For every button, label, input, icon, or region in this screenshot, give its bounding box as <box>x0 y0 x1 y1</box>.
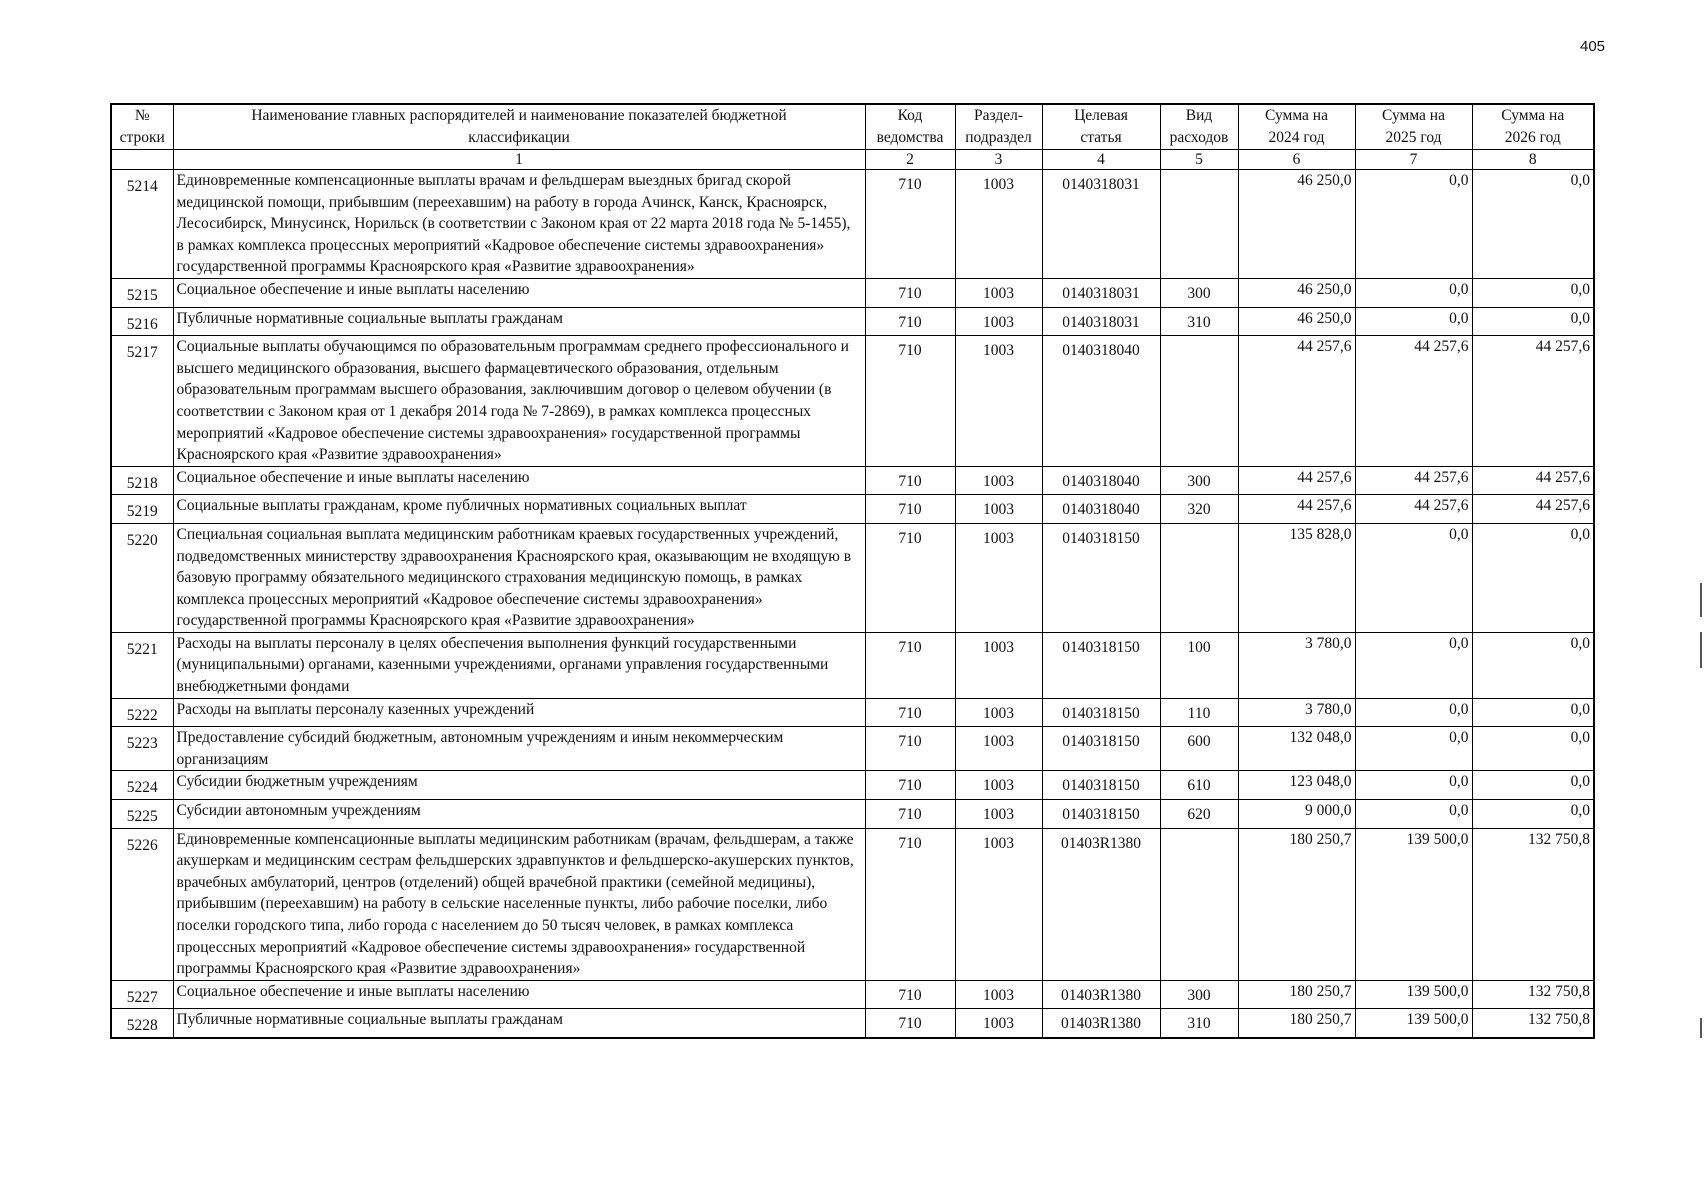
expense-kind-cell: 620 <box>1160 800 1238 829</box>
column-index: 2 <box>865 150 955 170</box>
expense-kind-cell: 310 <box>1160 1009 1238 1038</box>
sum-2026-cell: 44 257,6 <box>1472 336 1594 467</box>
table-row <box>111 980 1594 1009</box>
sum-2026-cell: 0,0 <box>1472 278 1594 307</box>
dept-code-cell: 710 <box>865 980 955 1009</box>
target-article-cell: 0140318040 <box>1042 466 1160 495</box>
table-header-row <box>111 104 1594 150</box>
target-article-cell: 01403R1380 <box>1042 980 1160 1009</box>
column-index-blank <box>111 150 173 170</box>
expense-kind-cell: 610 <box>1160 771 1238 800</box>
header-target-article: Целевая статья <box>1042 104 1160 150</box>
scan-margin-mark <box>1700 632 1702 668</box>
header-row-number: № строки <box>111 104 173 150</box>
table-row <box>111 632 1594 698</box>
target-article-cell: 0140318150 <box>1042 698 1160 727</box>
section-cell: 1003 <box>955 307 1042 336</box>
row-number-cell: 5223 <box>111 727 173 771</box>
row-name-cell: Единовременные компенсационные выплаты медицинским работникам (врачам, фельдшерам, а также акушеркам и медицинским сестрам фельдшерских здравпунктов и фельдшерско-акушерских пунктов, врачебных амбулаторий, центров (отделений) общей врачебной практики (семейной медицины), прибывшим (переехавшим) на работу в сельские населенные пункты, либо рабочие поселки, либо поселки городского типа, либо города с населением до 50 тысяч человек, в рамках комплекса процессных мероприятий «Кадровое обеспечение системы здравоохранения» государственной программы Красноярского края «Развитие здравоохранения» <box>173 828 865 980</box>
table-row <box>111 278 1594 307</box>
dept-code-cell: 710 <box>865 336 955 467</box>
target-article-cell: 01403R1380 <box>1042 1009 1160 1038</box>
sum-2025-cell: 0,0 <box>1355 632 1472 698</box>
header-expense-kind: Вид расходов <box>1160 104 1238 150</box>
sum-2025-cell: 0,0 <box>1355 727 1472 771</box>
scan-margin-mark <box>1700 583 1702 617</box>
dept-code-cell: 710 <box>865 800 955 829</box>
target-article-cell: 0140318040 <box>1042 336 1160 467</box>
sum-2024-cell: 132 048,0 <box>1238 727 1355 771</box>
column-index-row <box>111 150 1594 170</box>
sum-2026-cell: 44 257,6 <box>1472 495 1594 524</box>
expense-kind-cell: 310 <box>1160 307 1238 336</box>
expense-kind-cell: 300 <box>1160 980 1238 1009</box>
sum-2026-cell: 0,0 <box>1472 632 1594 698</box>
section-cell: 1003 <box>955 632 1042 698</box>
section-cell: 1003 <box>955 828 1042 980</box>
sum-2025-cell: 139 500,0 <box>1355 980 1472 1009</box>
dept-code-cell: 710 <box>865 1009 955 1038</box>
section-cell: 1003 <box>955 771 1042 800</box>
sum-2026-cell: 0,0 <box>1472 170 1594 279</box>
sum-2025-cell: 44 257,6 <box>1355 495 1472 524</box>
row-number-cell: 5227 <box>111 980 173 1009</box>
sum-2026-cell: 0,0 <box>1472 523 1594 632</box>
expense-kind-cell <box>1160 170 1238 279</box>
row-number-cell: 5228 <box>111 1009 173 1038</box>
sum-2025-cell: 0,0 <box>1355 698 1472 727</box>
section-cell: 1003 <box>955 800 1042 829</box>
sum-2026-cell: 0,0 <box>1472 800 1594 829</box>
column-index: 3 <box>955 150 1042 170</box>
header-sum-2024: Сумма на 2024 год <box>1238 104 1355 150</box>
row-name-cell: Предоставление субсидий бюджетным, автономным учреждениям и иным некоммерческим организациям <box>173 727 865 771</box>
row-number-cell: 5215 <box>111 278 173 307</box>
sum-2026-cell: 132 750,8 <box>1472 980 1594 1009</box>
expense-kind-cell: 600 <box>1160 727 1238 771</box>
sum-2025-cell: 44 257,6 <box>1355 336 1472 467</box>
dept-code-cell: 710 <box>865 632 955 698</box>
expense-kind-cell: 300 <box>1160 466 1238 495</box>
sum-2026-cell: 0,0 <box>1472 698 1594 727</box>
section-cell: 1003 <box>955 278 1042 307</box>
dept-code-cell: 710 <box>865 466 955 495</box>
expense-kind-cell: 100 <box>1160 632 1238 698</box>
expense-kind-cell: 110 <box>1160 698 1238 727</box>
scan-margin-mark <box>1700 1018 1702 1038</box>
section-cell: 1003 <box>955 466 1042 495</box>
row-number-cell: 5216 <box>111 307 173 336</box>
table-body <box>111 170 1594 1038</box>
expense-kind-cell <box>1160 828 1238 980</box>
row-name-cell: Публичные нормативные социальные выплаты гражданам <box>173 307 865 336</box>
dept-code-cell: 710 <box>865 170 955 279</box>
sum-2026-cell: 0,0 <box>1472 771 1594 800</box>
sum-2024-cell: 44 257,6 <box>1238 466 1355 495</box>
row-name-cell: Субсидии автономным учреждениям <box>173 800 865 829</box>
sum-2024-cell: 46 250,0 <box>1238 278 1355 307</box>
table-row <box>111 170 1594 279</box>
header-name: Наименование главных распорядителей и наименование показателей бюджетной классификации <box>173 104 865 150</box>
row-name-cell: Расходы на выплаты персоналу казенных учреждений <box>173 698 865 727</box>
target-article-cell: 0140318031 <box>1042 278 1160 307</box>
sum-2026-cell: 132 750,8 <box>1472 1009 1594 1038</box>
budget-table <box>110 103 1595 1039</box>
row-name-cell: Расходы на выплаты персоналу в целях обеспечения выполнения функций государственными (муниципальными) органами, казенными учреждениями, органами управления государственными внебюджетными фондами <box>173 632 865 698</box>
row-name-cell: Публичные нормативные социальные выплаты гражданам <box>173 1009 865 1038</box>
dept-code-cell: 710 <box>865 771 955 800</box>
expense-kind-cell <box>1160 336 1238 467</box>
row-number-cell: 5217 <box>111 336 173 467</box>
column-index: 7 <box>1355 150 1472 170</box>
table-row <box>111 800 1594 829</box>
sum-2024-cell: 3 780,0 <box>1238 632 1355 698</box>
row-number-cell: 5226 <box>111 828 173 980</box>
sum-2024-cell: 46 250,0 <box>1238 170 1355 279</box>
sum-2024-cell: 44 257,6 <box>1238 336 1355 467</box>
column-index: 1 <box>173 150 865 170</box>
dept-code-cell: 710 <box>865 495 955 524</box>
table-row <box>111 1009 1594 1038</box>
header-sum-2025: Сумма на 2025 год <box>1355 104 1472 150</box>
sum-2026-cell: 44 257,6 <box>1472 466 1594 495</box>
sum-2024-cell: 46 250,0 <box>1238 307 1355 336</box>
dept-code-cell: 710 <box>865 307 955 336</box>
row-number-cell: 5219 <box>111 495 173 524</box>
header-section: Раздел- подраздел <box>955 104 1042 150</box>
sum-2025-cell: 0,0 <box>1355 278 1472 307</box>
sum-2024-cell: 123 048,0 <box>1238 771 1355 800</box>
page-number: 405 <box>1580 38 1606 55</box>
row-name-cell: Субсидии бюджетным учреждениям <box>173 771 865 800</box>
row-name-cell: Социальное обеспечение и иные выплаты населению <box>173 980 865 1009</box>
sum-2024-cell: 135 828,0 <box>1238 523 1355 632</box>
table-row <box>111 698 1594 727</box>
column-index: 5 <box>1160 150 1238 170</box>
table-row <box>111 336 1594 467</box>
row-number-cell: 5214 <box>111 170 173 279</box>
sum-2025-cell: 139 500,0 <box>1355 1009 1472 1038</box>
row-number-cell: 5221 <box>111 632 173 698</box>
section-cell: 1003 <box>955 980 1042 1009</box>
section-cell: 1003 <box>955 523 1042 632</box>
target-article-cell: 0140318150 <box>1042 632 1160 698</box>
sum-2024-cell: 180 250,7 <box>1238 1009 1355 1038</box>
expense-kind-cell: 300 <box>1160 278 1238 307</box>
header-sum-2026: Сумма на 2026 год <box>1472 104 1594 150</box>
section-cell: 1003 <box>955 170 1042 279</box>
sum-2024-cell: 44 257,6 <box>1238 495 1355 524</box>
column-index: 4 <box>1042 150 1160 170</box>
row-number-cell: 5225 <box>111 800 173 829</box>
sum-2025-cell: 0,0 <box>1355 771 1472 800</box>
row-name-cell: Социальное обеспечение и иные выплаты населению <box>173 278 865 307</box>
table-row <box>111 466 1594 495</box>
target-article-cell: 0140318150 <box>1042 727 1160 771</box>
section-cell: 1003 <box>955 1009 1042 1038</box>
target-article-cell: 0140318040 <box>1042 495 1160 524</box>
dept-code-cell: 710 <box>865 698 955 727</box>
row-name-cell: Специальная социальная выплата медицинским работникам краевых государственных учреждений, подведомственных министерству здравоохранения Красноярского края, оказывающим не входящую в базовую программу обязательного медицинского страхования медицинскую помощь, в рамках комплекса процессных мероприятий «Кадровое обеспечение системы здравоохранения» государственной программы Красноярского края «Развитие здравоохранения» <box>173 523 865 632</box>
sum-2024-cell: 9 000,0 <box>1238 800 1355 829</box>
sum-2026-cell: 132 750,8 <box>1472 828 1594 980</box>
table-row <box>111 495 1594 524</box>
column-index: 8 <box>1472 150 1594 170</box>
dept-code-cell: 710 <box>865 278 955 307</box>
table-row <box>111 828 1594 980</box>
sum-2025-cell: 0,0 <box>1355 800 1472 829</box>
row-number-cell: 5218 <box>111 466 173 495</box>
table-row <box>111 727 1594 771</box>
section-cell: 1003 <box>955 495 1042 524</box>
target-article-cell: 0140318031 <box>1042 170 1160 279</box>
sum-2025-cell: 139 500,0 <box>1355 828 1472 980</box>
table-row <box>111 523 1594 632</box>
sum-2024-cell: 180 250,7 <box>1238 828 1355 980</box>
sum-2024-cell: 3 780,0 <box>1238 698 1355 727</box>
table-row <box>111 771 1594 800</box>
row-name-cell: Социальное обеспечение и иные выплаты населению <box>173 466 865 495</box>
dept-code-cell: 710 <box>865 727 955 771</box>
target-article-cell: 01403R1380 <box>1042 828 1160 980</box>
sum-2026-cell: 0,0 <box>1472 727 1594 771</box>
expense-kind-cell: 320 <box>1160 495 1238 524</box>
section-cell: 1003 <box>955 727 1042 771</box>
column-index: 6 <box>1238 150 1355 170</box>
target-article-cell: 0140318031 <box>1042 307 1160 336</box>
sum-2025-cell: 0,0 <box>1355 523 1472 632</box>
row-number-cell: 5224 <box>111 771 173 800</box>
section-cell: 1003 <box>955 336 1042 467</box>
sum-2024-cell: 180 250,7 <box>1238 980 1355 1009</box>
target-article-cell: 0140318150 <box>1042 523 1160 632</box>
sum-2025-cell: 0,0 <box>1355 307 1472 336</box>
dept-code-cell: 710 <box>865 828 955 980</box>
row-name-cell: Единовременные компенсационные выплаты врачам и фельдшерам выездных бригад скорой медицинской помощи, прибывшим (переехавшим) на работу в города Ачинск, Канск, Красноярск, Лесосибирск, Минусинск, Норильск (в соответствии с Законом края от 22 марта 2018 года № 5-1455), в рамках комплекса процессных мероприятий «Кадровое обеспечение системы здравоохранения» государственной программы Красноярского края «Развитие здравоохранения» <box>173 170 865 279</box>
expense-kind-cell <box>1160 523 1238 632</box>
table-row <box>111 307 1594 336</box>
row-name-cell: Социальные выплаты обучающимся по образовательным программам среднего профессионального и высшего медицинского образования, высшего фармацевтического образования, отдельным образовательным программам высшего образования, заключившим договор о целевом обучении (в соответствии с Законом края от 1 декабря 2014 года № 7-2869), в рамках комплекса процессных мероприятий «Кадровое обеспечение системы здравоохранения» государственной программы Красноярского края «Развитие здравоохранения» <box>173 336 865 467</box>
section-cell: 1003 <box>955 698 1042 727</box>
sum-2025-cell: 0,0 <box>1355 170 1472 279</box>
sum-2026-cell: 0,0 <box>1472 307 1594 336</box>
dept-code-cell: 710 <box>865 523 955 632</box>
row-number-cell: 5220 <box>111 523 173 632</box>
target-article-cell: 0140318150 <box>1042 800 1160 829</box>
header-dept-code: Код ведомства <box>865 104 955 150</box>
row-name-cell: Социальные выплаты гражданам, кроме публичных нормативных социальных выплат <box>173 495 865 524</box>
target-article-cell: 0140318150 <box>1042 771 1160 800</box>
sum-2025-cell: 44 257,6 <box>1355 466 1472 495</box>
row-number-cell: 5222 <box>111 698 173 727</box>
